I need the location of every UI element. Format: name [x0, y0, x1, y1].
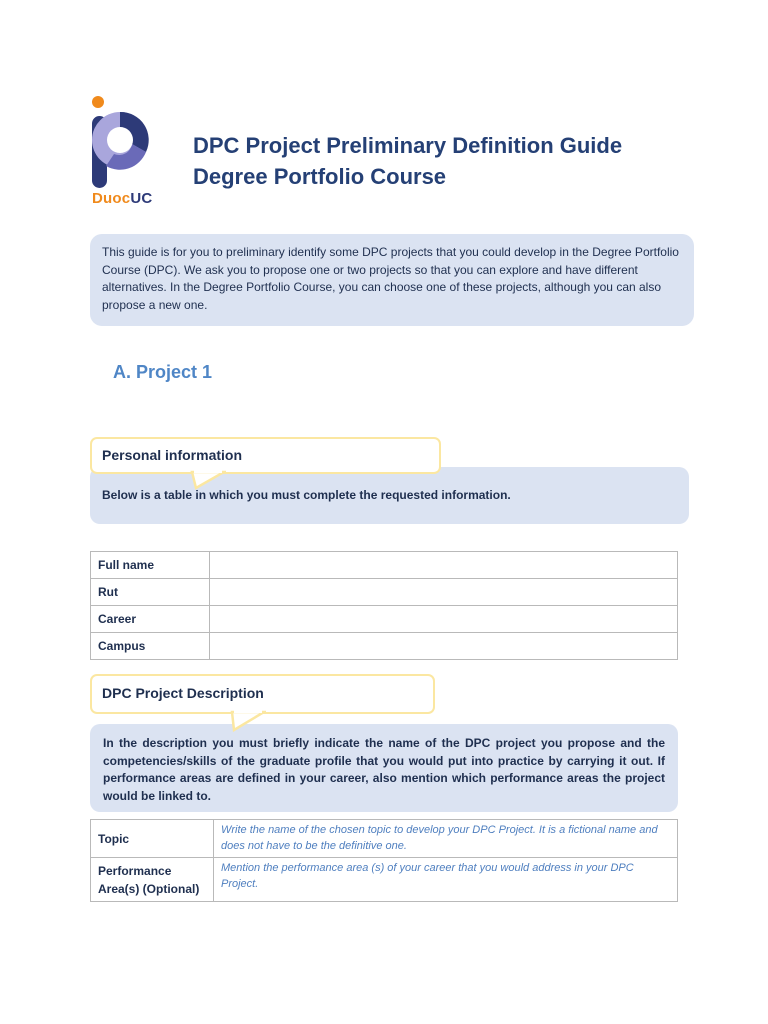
input-full-name[interactable] [210, 552, 678, 579]
row-label-full-name: Full name [91, 552, 210, 579]
input-campus[interactable] [210, 633, 678, 660]
personal-info-table [90, 551, 678, 660]
logo-duoc-text: Duoc [92, 190, 131, 207]
section-heading-project-1: A. Project 1 [113, 362, 213, 382]
logo-wordmark [92, 190, 152, 207]
input-rut[interactable] [210, 579, 678, 606]
performance-area-hint-field[interactable]: Mention the performance area (s) of your career that you would address in your DPC Project. [214, 858, 678, 902]
callout-personal-information: Personal information [90, 437, 441, 474]
personal-info-description: Below is a table in which you must complete the requested information. [90, 467, 689, 524]
table-row [91, 633, 678, 660]
page-title [193, 130, 622, 192]
row-label-topic: Topic [91, 820, 214, 858]
table-row [91, 858, 678, 902]
input-career[interactable] [210, 606, 678, 633]
project-description-text: In the description you must briefly indicate the name of the DPC project you propose and the competencies/skills of the graduate profile that you would put into practice by carrying it out. If performance areas are defined in your career, also mention which performance areas the project would be linked to. [90, 724, 678, 812]
title-line-2: Degree Portfolio Course [193, 164, 447, 189]
row-label-campus: Campus [91, 633, 210, 660]
intro-box: This guide is for you to preliminary identify some DPC projects that you could develop in the Degree Portfolio Course (DPC). We ask you to propose one or two projects so that you can explore and have different alternatives. In the Degree Portfolio Course, you can choose one of these projects, although you can also propose a new one. [90, 234, 694, 326]
table-row [91, 606, 678, 633]
topic-hint-field[interactable]: Write the name of the chosen topic to develop your DPC Project. It is a fictional name and does not have to be the definitive one. [214, 820, 678, 858]
callout-tail-icon [230, 710, 266, 732]
callout-dpc-project-description: DPC Project Description [90, 674, 435, 714]
row-label-performance-areas: Performance Area(s) (Optional) [91, 858, 214, 902]
row-label-career: Career [91, 606, 210, 633]
table-row [91, 579, 678, 606]
logo-uc-text: UC [130, 190, 153, 207]
row-label-rut: Rut [91, 579, 210, 606]
table-row [91, 820, 678, 858]
title-line-1: DPC Project Preliminary Definition Guide [193, 133, 623, 158]
callout-tail-icon [190, 470, 226, 490]
project-description-table [90, 819, 678, 902]
table-row [91, 552, 678, 579]
